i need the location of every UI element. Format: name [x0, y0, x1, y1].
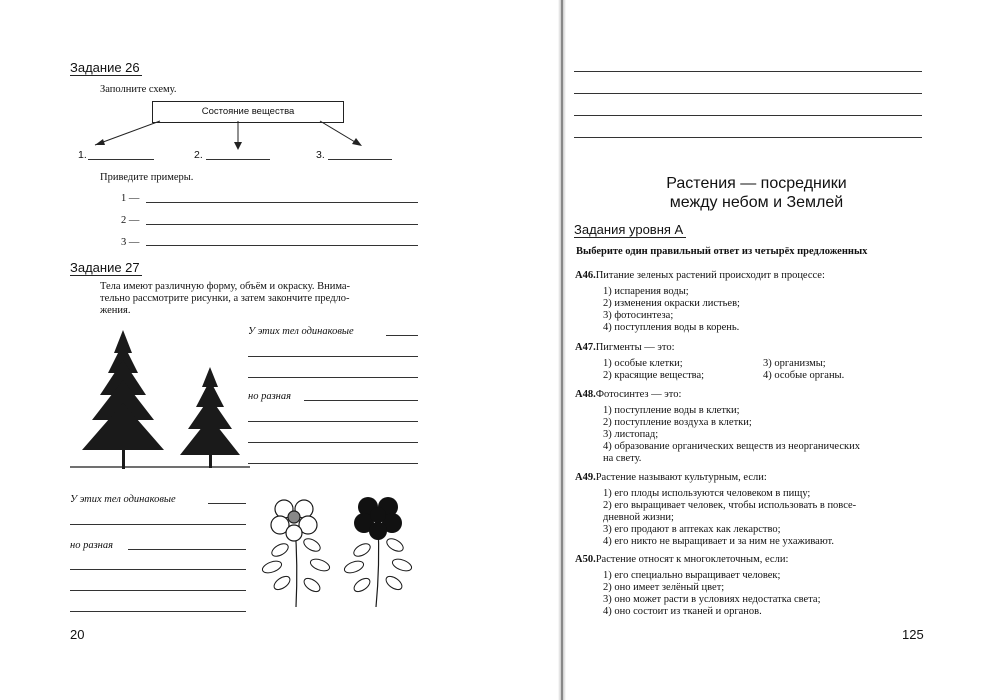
trees-same-line-2[interactable]	[248, 356, 418, 357]
trees-diff-line-3[interactable]	[248, 442, 418, 443]
question-a47	[575, 342, 675, 353]
a46-option-2[interactable]: 2) изменения окраски листьев;	[603, 298, 740, 309]
chapter-title-line-2: между небом и Землей	[669, 194, 844, 211]
a47-option-3[interactable]: 3) организмы;	[763, 358, 826, 369]
flowers-same-label: У этих тел одинаковые	[70, 494, 176, 505]
book-gutter	[558, 0, 566, 700]
question-a50-text: Растение относят к многоклеточным, если:	[595, 554, 789, 565]
slot-1-line[interactable]	[88, 159, 154, 160]
a48-option-3[interactable]: 3) листопад;	[603, 429, 659, 440]
a50-option-3[interactable]: 3) оно может расти в условиях недостатка света;	[603, 594, 821, 605]
slot-3-label: 3.	[316, 149, 325, 161]
a48-option-4[interactable]: 4) образование органических веществ из неорганических	[603, 441, 860, 452]
flowers-diff-label: но разная	[70, 540, 114, 551]
trees-diff-line-4[interactable]	[248, 463, 418, 464]
section-title: Задания уровня А	[574, 222, 686, 238]
question-a49-id: A49.	[575, 472, 596, 483]
answer-line-3[interactable]	[574, 115, 922, 116]
trees-diff-line-2[interactable]	[248, 421, 418, 422]
a50-option-2[interactable]: 2) оно имеет зелёный цвет;	[603, 582, 725, 593]
task27-text-2: тельно рассмотрите рисунки, а затем закончите предло-	[100, 293, 350, 304]
scheme-box: Состояние вещества	[152, 101, 344, 123]
scheme-arrows	[0, 0, 560, 170]
examples-prompt: Приведите примеры.	[100, 172, 194, 183]
a49-option-4[interactable]: 4) его никто не выращивает и за ним не ухаживают.	[603, 536, 834, 547]
example-row-1-label: 1 —	[121, 193, 140, 204]
question-a48-id: A48.	[575, 389, 596, 400]
question-a49-text: Растение называют культурным, если:	[595, 472, 767, 483]
flowers-same-line-2[interactable]	[70, 524, 246, 525]
answer-line-1[interactable]	[574, 71, 922, 72]
example-row-1-line[interactable]	[146, 202, 418, 203]
example-row-3-label: 3 —	[121, 237, 140, 248]
a46-option-4[interactable]: 4) поступления воды в корень.	[603, 322, 740, 333]
right-page	[566, 0, 989, 700]
flowers-diff-line-2[interactable]	[70, 569, 246, 570]
question-a48	[575, 389, 681, 400]
question-a46	[575, 270, 825, 281]
task27-text-1: Тела имеют различную форму, объём и окраску. Внима-	[100, 281, 351, 292]
task27-text-3: жения.	[100, 305, 131, 316]
fir-trees-illustration	[70, 325, 250, 475]
a50-option-4[interactable]: 4) оно состоит из тканей и органов.	[603, 606, 762, 617]
flowers-diff-line-1[interactable]	[128, 549, 246, 550]
a46-option-1[interactable]: 1) испарения воды;	[603, 286, 689, 297]
a48-option-1[interactable]: 1) поступление воды в клетки;	[603, 405, 740, 416]
left-page-number: 20	[70, 627, 85, 642]
example-row-2-line[interactable]	[146, 224, 418, 225]
slot-1-label: 1.	[78, 149, 87, 161]
a48-option-4-cont: на свету.	[603, 453, 642, 464]
a47-option-4[interactable]: 4) особые органы.	[763, 370, 845, 381]
task26-title: Задание 26	[70, 60, 142, 76]
question-a46-id: A46.	[575, 270, 596, 281]
answer-instruction: Выберите один правильный ответ из четырёх предложенных	[576, 246, 868, 257]
example-row-3-line[interactable]	[146, 245, 418, 246]
flowers-diff-line-3[interactable]	[70, 590, 246, 591]
question-a47-text: Пигменты — это:	[595, 342, 675, 353]
a47-option-1[interactable]: 1) особые клетки;	[603, 358, 683, 369]
task26-instruction: Заполните схему.	[100, 84, 177, 95]
question-a48-text: Фотосинтез — это:	[595, 389, 682, 400]
a48-option-2[interactable]: 2) поступление воздуха в клетки;	[603, 417, 752, 428]
slot-3-line[interactable]	[328, 159, 392, 160]
slot-2-label: 2.	[194, 149, 203, 161]
a49-option-2-cont: дневной жизни;	[603, 512, 674, 523]
flowers-same-line-1[interactable]	[208, 503, 246, 504]
trees-same-label: У этих тел одинаковые	[248, 326, 354, 337]
trees-same-line-3[interactable]	[248, 377, 418, 378]
a46-option-3[interactable]: 3) фотосинтеза;	[603, 310, 674, 321]
a49-option-3[interactable]: 3) его продают в аптеках как лекарство;	[603, 524, 781, 535]
question-a46-text: Питание зеленых растений происходит в процессе:	[595, 270, 825, 281]
rose-flowers-illustration	[250, 495, 425, 610]
a47-option-2[interactable]: 2) красящие вещества;	[603, 370, 705, 381]
right-page-number: 125	[902, 627, 924, 642]
question-a49	[575, 472, 767, 483]
trees-same-line-1[interactable]	[386, 335, 418, 336]
answer-line-4[interactable]	[574, 137, 922, 138]
trees-diff-line-1[interactable]	[304, 400, 418, 401]
a50-option-1[interactable]: 1) его специально выращивает человек;	[603, 570, 781, 581]
question-a50	[575, 554, 788, 565]
slot-2-line[interactable]	[206, 159, 270, 160]
trees-diff-label: но разная	[248, 391, 292, 402]
answer-line-2[interactable]	[574, 93, 922, 94]
chapter-title-line-1: Растения — посредники	[666, 175, 847, 192]
a49-option-2[interactable]: 2) его выращивает человек, чтобы использовать в повсе-	[603, 500, 857, 511]
task27-title: Задание 27	[70, 260, 142, 276]
question-a47-id: A47.	[575, 342, 596, 353]
question-a50-id: A50.	[575, 554, 596, 565]
flowers-diff-line-4[interactable]	[70, 611, 246, 612]
a49-option-1[interactable]: 1) его плоды используются человеком в пищу;	[603, 488, 811, 499]
example-row-2-label: 2 —	[121, 215, 140, 226]
